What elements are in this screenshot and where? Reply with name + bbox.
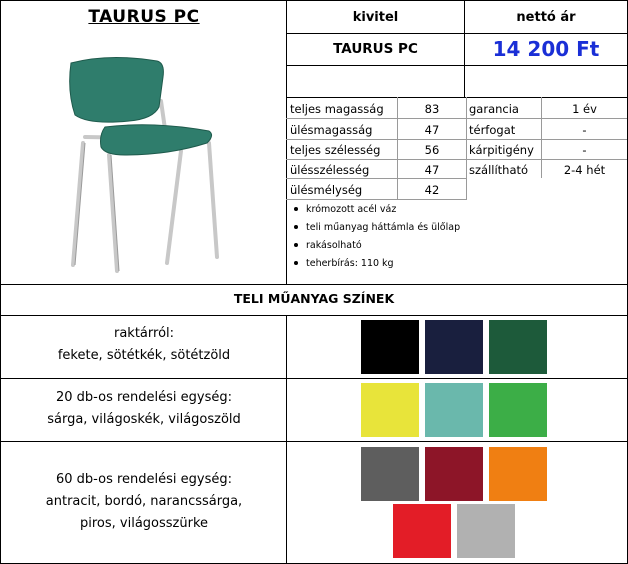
- spec-value: 47: [424, 123, 440, 137]
- colors-section-title: TELI MŰANYAG SZÍNEK: [233, 291, 395, 306]
- swatch-narancssarga: [489, 447, 547, 501]
- color-group-60: [1, 469, 287, 535]
- divider: [286, 199, 467, 200]
- divider: [1, 284, 627, 285]
- spec-value: 2-4 hét: [563, 163, 606, 177]
- color-group-colors: antracit, bordó, narancssárga,: [45, 494, 243, 509]
- swatch-bordo: [425, 447, 483, 501]
- feature-item: teli műanyag háttámla és ülőlap: [291, 219, 460, 237]
- divider: [286, 97, 627, 98]
- divider: [1, 315, 627, 316]
- page-title: TAURUS PC: [88, 7, 200, 27]
- swatch-piros: [393, 504, 451, 558]
- spec-label: ülésszélesség: [290, 163, 370, 177]
- spec-value: 56: [424, 143, 440, 157]
- spec-value: 42: [424, 183, 440, 197]
- color-group-colors: sárga, világoskék, világoszöld: [47, 412, 241, 427]
- bullet-icon: [294, 207, 298, 211]
- swatch-sarga: [361, 383, 419, 437]
- feature-list: [291, 201, 460, 273]
- divider: [286, 159, 627, 160]
- spec-label: teljes szélesség: [290, 143, 381, 157]
- color-group-20: [1, 387, 287, 431]
- spec-label: szállítható: [469, 163, 529, 177]
- color-group-label: raktárról:: [113, 326, 175, 341]
- divider: [1, 441, 627, 442]
- bullet-icon: [294, 225, 298, 229]
- spec-label: ülésmélység: [290, 183, 363, 197]
- color-group-label: 20 db-os rendelési egység:: [56, 390, 232, 405]
- chair-image: [49, 51, 229, 277]
- price: 14 200 Ft: [492, 37, 600, 61]
- bullet-icon: [294, 261, 298, 265]
- divider: [286, 118, 627, 119]
- spec-label: kárpitigény: [469, 143, 534, 157]
- feature-item: rakásolható: [291, 237, 460, 255]
- spec-label: garancia: [469, 102, 519, 116]
- color-group-colors: fekete, sötétkék, sötétzöld: [57, 348, 231, 363]
- swatch-vilagoszold: [489, 383, 547, 437]
- swatch-vilagoskek: [425, 383, 483, 437]
- spec-value: 83: [424, 102, 440, 116]
- spec-value: -: [582, 123, 587, 137]
- color-group-colors: piros, világosszürke: [79, 516, 209, 531]
- divider: [466, 97, 467, 199]
- color-group-label: 60 db-os rendelési egység:: [56, 472, 232, 487]
- swatch-fekete: [361, 320, 419, 374]
- feature-item: teherbírás: 110 kg: [291, 255, 460, 273]
- spec-label: teljes magasság: [290, 102, 384, 116]
- spec-value: -: [582, 143, 587, 157]
- bullet-icon: [294, 243, 298, 247]
- swatch-vilagosszurke: [457, 504, 515, 558]
- model-name: TAURUS PC: [333, 41, 418, 57]
- divider: [286, 33, 627, 34]
- swatch-sotetkek: [425, 320, 483, 374]
- swatch-antracit: [361, 447, 419, 501]
- divider: [286, 139, 627, 140]
- column-header-model: kivitel: [352, 10, 399, 25]
- spec-label: térfogat: [469, 123, 516, 137]
- divider: [1, 378, 627, 379]
- spec-value: 1 év: [572, 102, 597, 116]
- spec-value: 47: [424, 163, 440, 177]
- color-group-stock: [1, 323, 287, 367]
- divider: [286, 178, 467, 179]
- swatch-sotetzold: [489, 320, 547, 374]
- feature-item: krómozott acél váz: [291, 201, 460, 219]
- column-header-price: nettó ár: [516, 10, 576, 25]
- divider: [286, 65, 627, 66]
- spec-label: ülésmagasság: [290, 123, 373, 137]
